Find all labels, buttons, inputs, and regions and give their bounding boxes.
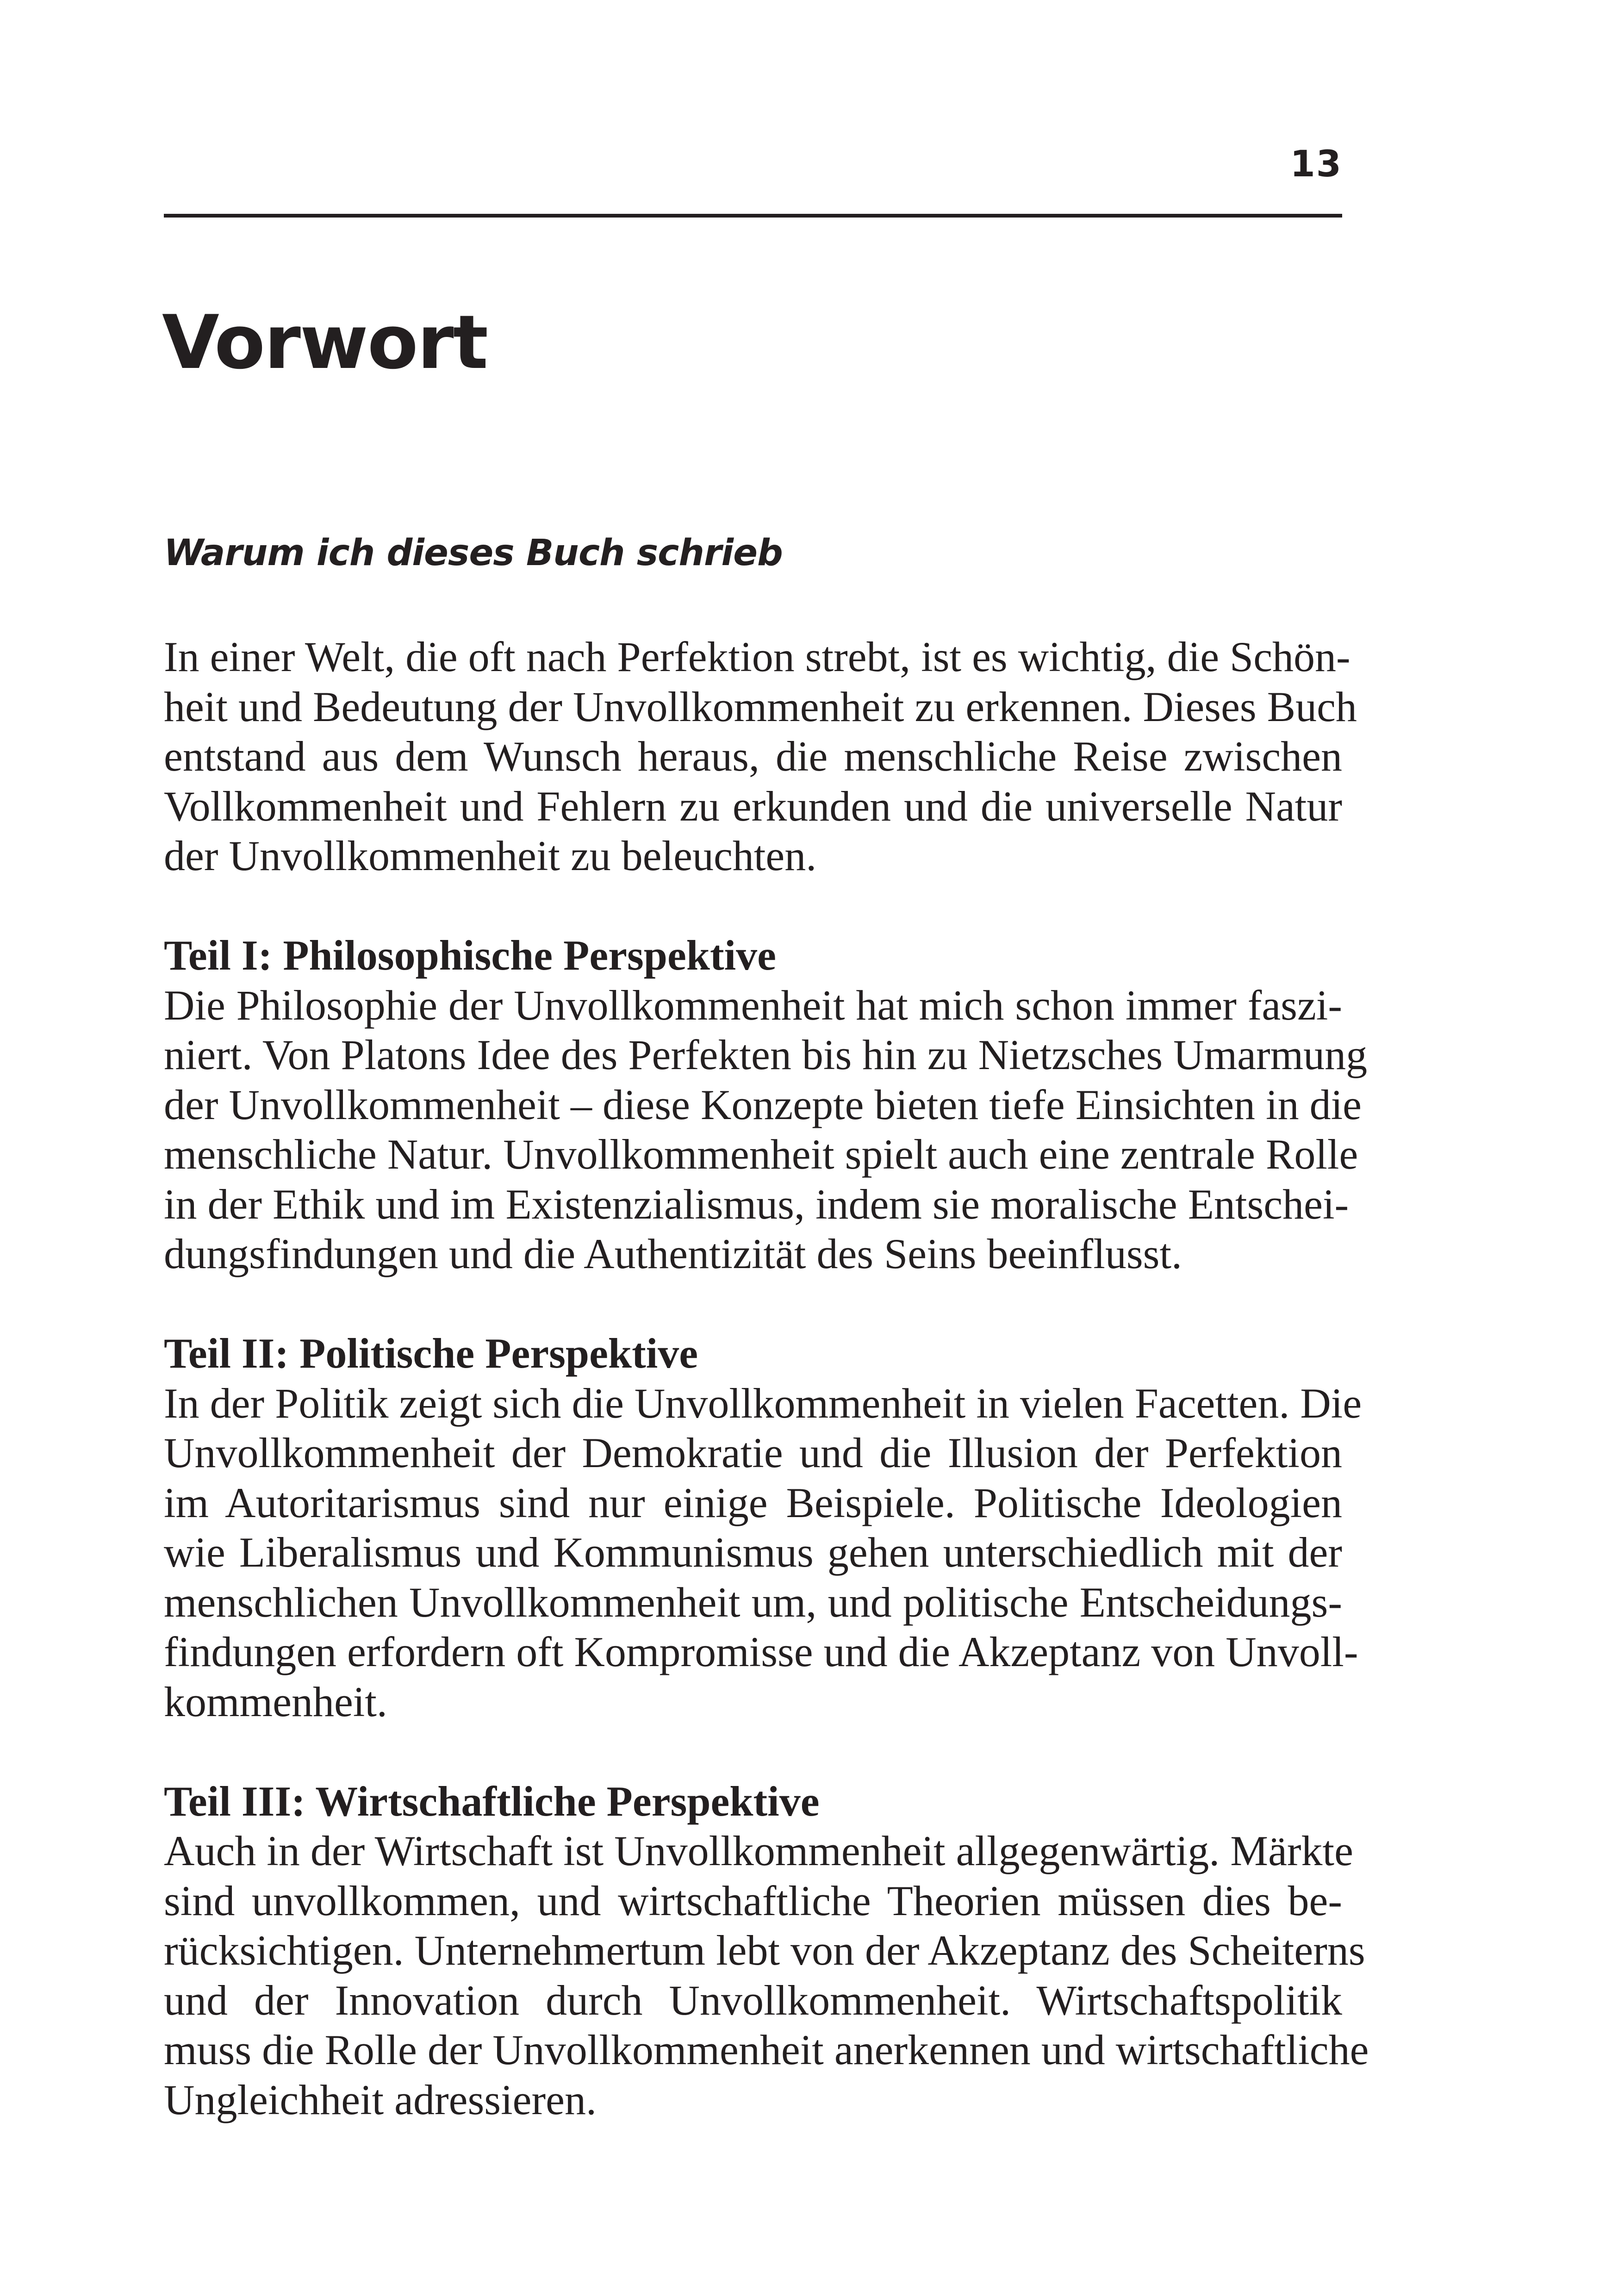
part-2-heading: Teil II: Politische Perspektive <box>164 1330 698 1377</box>
text-line: Vollkommenheit und Fehlern zu erkunden und die universelle Natur <box>164 782 1342 830</box>
part-1-section <box>164 931 1368 1279</box>
text-line: findungen erfordern oft Kompromisse und die Akzeptanz von Unvoll- <box>164 1628 1358 1675</box>
text-line: Unvollkommenheit der Demokratie und die Illusion der Perfektion <box>164 1429 1342 1476</box>
text-line: menschliche Natur. Unvollkommenheit spielt auch eine zentrale Rolle <box>164 1131 1358 1178</box>
page-number: 13 <box>1290 143 1342 185</box>
text-line: niert. Von Platons Idee des Perfekten bis hin zu Nietzsches Umarmung <box>164 1031 1368 1078</box>
text-line: kommenheit. <box>164 1678 387 1725</box>
chapter-title: Vorwort <box>162 299 488 386</box>
body-text <box>164 632 1369 2175</box>
text-line: menschlichen Unvollkommenheit um, und politische Entscheidungs- <box>164 1578 1342 1626</box>
text-line: entstand aus dem Wunsch heraus, die menschliche Reise zwischen <box>164 733 1342 780</box>
text-line: dungsfindungen und die Authentizität des Seins beeinflusst. <box>164 1230 1182 1277</box>
part-3-heading: Teil III: Wirtschaftliche Perspektive <box>164 1777 820 1825</box>
text-line: im Autoritarismus sind nur einige Beispiele. Politische Ideologien <box>164 1479 1342 1526</box>
text-line: Die Philosophie der Unvollkommenheit hat mich schon immer faszi- <box>164 981 1342 1029</box>
header-rule <box>164 214 1342 218</box>
part-2-section <box>164 1329 1362 1727</box>
text-line: und der Innovation durch Unvollkommenheit. Wirtschaftspolitik <box>164 1976 1342 2024</box>
section-subtitle: Warum ich dieses Buch schrieb <box>164 532 783 574</box>
text-line: sind unvollkommen, und wirtschaftliche Theorien müssen dies be- <box>164 1877 1342 1924</box>
text-line: heit und Bedeutung der Unvollkommenheit zu erkennen. Dieses Buch <box>164 683 1357 730</box>
text-line: In einer Welt, die oft nach Perfektion strebt, ist es wichtig, die Schön- <box>164 633 1350 680</box>
text-line: Ungleichheit adressieren. <box>164 2076 597 2123</box>
text-line: der Unvollkommenheit – diese Konzepte bieten tiefe Einsichten in die <box>164 1081 1362 1128</box>
part-1-heading: Teil I: Philosophische Perspektive <box>164 932 776 979</box>
text-line: In der Politik zeigt sich die Unvollkommenheit in vielen Facetten. Die <box>164 1379 1362 1427</box>
text-line: der Unvollkommenheit zu beleuchten. <box>164 832 817 879</box>
part-3-section <box>164 1777 1369 2125</box>
text-line: wie Liberalismus und Kommunismus gehen unterschiedlich mit der <box>164 1529 1342 1576</box>
text-line: rücksichtigen. Unternehmertum lebt von der Akzeptanz des Scheiterns <box>164 1927 1365 1974</box>
intro-paragraph <box>164 632 1357 881</box>
text-line: in der Ethik und im Existenzialismus, indem sie moralische Entschei- <box>164 1180 1349 1228</box>
text-line: Auch in der Wirtschaft ist Unvollkommenheit allgegenwärtig. Märkte <box>164 1827 1353 1874</box>
text-line: muss die Rolle der Unvollkommenheit anerkennen und wirtschaftliche <box>164 2026 1369 2073</box>
